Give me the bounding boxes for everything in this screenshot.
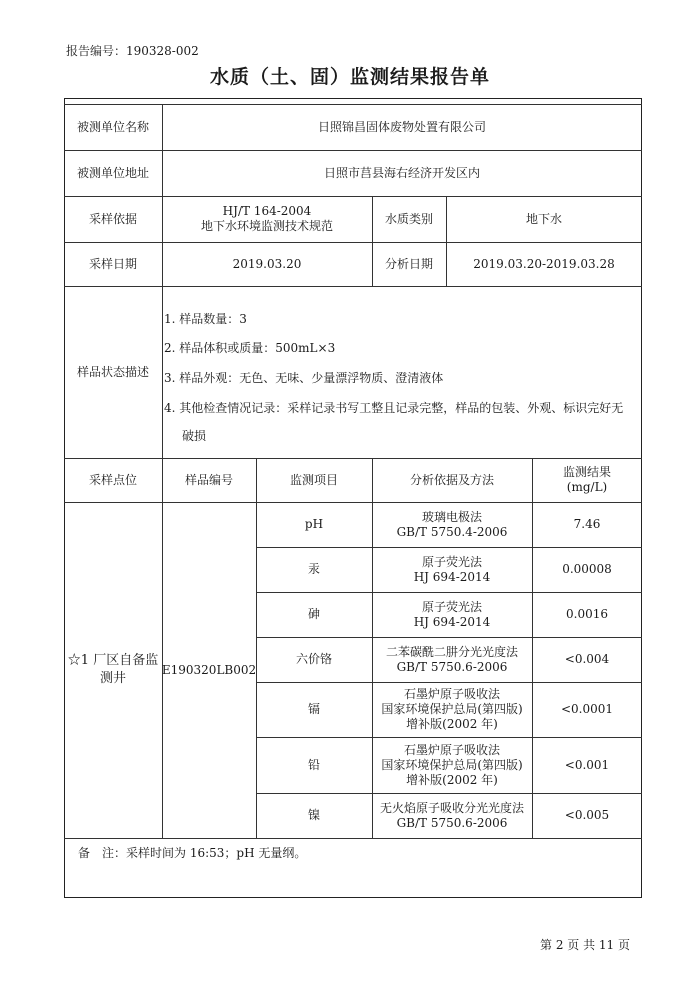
document-title: 水质（土、固）监测结果报告单 — [209, 66, 490, 88]
result-cell: 0.0016 — [566, 607, 608, 621]
method-cell — [372, 793, 532, 838]
header-sample-no: 样品编号 — [184, 472, 233, 487]
sample-date-value: 2019.03.20 — [232, 256, 302, 271]
address-label: 被测单位地址 — [76, 165, 149, 180]
method-line: 原子荧光法 — [421, 554, 482, 569]
rule — [64, 838, 642, 839]
method-line: 石墨炉原子吸收法 — [403, 687, 500, 701]
result-cell: <0.005 — [564, 808, 610, 822]
item-cell: pH — [304, 517, 324, 531]
sampling-point — [64, 502, 162, 838]
method-line: HJ 694-2014 — [413, 569, 491, 584]
method-line: 国家环境保护总局(第四版) — [381, 702, 523, 716]
sample-desc-line: 4. 其他检查情况记录：采样记录书写工整且记录完整，样品的包装、外观、标识完好无 — [164, 401, 624, 415]
analysis-date-label: 分析日期 — [384, 256, 433, 271]
basis-standard-name: 地下水环境监测技术规范 — [200, 219, 333, 233]
method-line: GB/T 5750.6-2006 — [396, 815, 508, 830]
item-cell: 铅 — [307, 757, 320, 772]
sample-date-label: 采样日期 — [88, 256, 137, 271]
water-type-value: 地下水 — [525, 211, 562, 226]
sampling-point-line: ☆1 厂区自备监 — [67, 653, 159, 668]
page-number: 第 2 页 共 11 页 — [540, 938, 630, 952]
method-line: 增补版(2002 年) — [406, 772, 498, 787]
basis-value — [162, 196, 372, 242]
method-cell — [372, 737, 532, 793]
unit-name-value: 日照锦昌固体废物处置有限公司 — [317, 119, 486, 134]
result-cell: <0.001 — [564, 757, 610, 772]
remarks: 备 注：采样时间为 16:53；pH 无量纲。 — [78, 846, 307, 860]
item-cell: 六价铬 — [295, 652, 332, 666]
method-line: GB/T 5750.4-2006 — [396, 524, 508, 539]
basis-label: 采样依据 — [88, 211, 137, 226]
method-cell — [372, 502, 532, 547]
header-result-title: 监测结果 — [562, 465, 611, 479]
method-line: 原子荧光法 — [421, 599, 482, 614]
sample-desc-line: 1. 样品数量：3 — [164, 312, 247, 326]
item-cell: 镉 — [307, 702, 320, 716]
sample-desc-label: 样品状态描述 — [76, 364, 149, 379]
sample-desc-line: 破损 — [182, 429, 207, 443]
header-method: 分析依据及方法 — [409, 472, 494, 487]
method-cell — [372, 592, 532, 637]
method-line: 增补版(2002 年) — [406, 717, 498, 731]
water-type-label: 水质类别 — [384, 211, 433, 226]
result-cell: 0.00008 — [562, 562, 612, 576]
item-cell: 镍 — [307, 808, 320, 822]
method-line: GB/T 5750.6-2006 — [396, 659, 508, 674]
method-line: 二苯碳酰二肼分光光度法 — [385, 644, 518, 659]
method-line: HJ 694-2014 — [413, 614, 491, 629]
method-line: 玻璃电极法 — [421, 509, 482, 524]
result-cell: 7.46 — [573, 517, 601, 531]
header-point: 采样点位 — [88, 472, 137, 487]
method-line: 石墨炉原子吸收法 — [403, 742, 500, 757]
unit-name-label: 被测单位名称 — [76, 119, 149, 134]
analysis-date-value: 2019.03.20-2019.03.28 — [473, 256, 615, 271]
item-cell: 砷 — [307, 607, 320, 621]
header-item: 监测项目 — [289, 472, 338, 487]
header-result-unit: (mg/L) — [566, 480, 608, 494]
report-number: 报告编号：190328-002 — [66, 44, 199, 58]
result-cell: <0.0001 — [560, 702, 614, 716]
item-cell: 汞 — [307, 562, 320, 576]
result-cell: <0.004 — [564, 652, 610, 666]
sample-number: E190320LB002 — [161, 662, 257, 677]
sampling-point-line: 测井 — [99, 671, 126, 686]
basis-standard: HJ/T 164-2004 — [222, 204, 312, 218]
method-cell — [372, 547, 532, 592]
method-cell — [372, 682, 532, 737]
method-line: 国家环境保护总局(第四版) — [381, 757, 523, 772]
sample-desc-line: 2. 样品体积或质量：500mL×3 — [164, 341, 336, 355]
address-value: 日照市莒县海右经济开发区内 — [323, 165, 480, 180]
header-result — [532, 458, 642, 502]
sample-desc-line: 3. 样品外观：无色、无味、少量漂浮物质、澄清液体 — [164, 371, 444, 385]
method-cell — [372, 637, 532, 682]
method-line: 无火焰原子吸收分光光度法 — [379, 800, 524, 815]
